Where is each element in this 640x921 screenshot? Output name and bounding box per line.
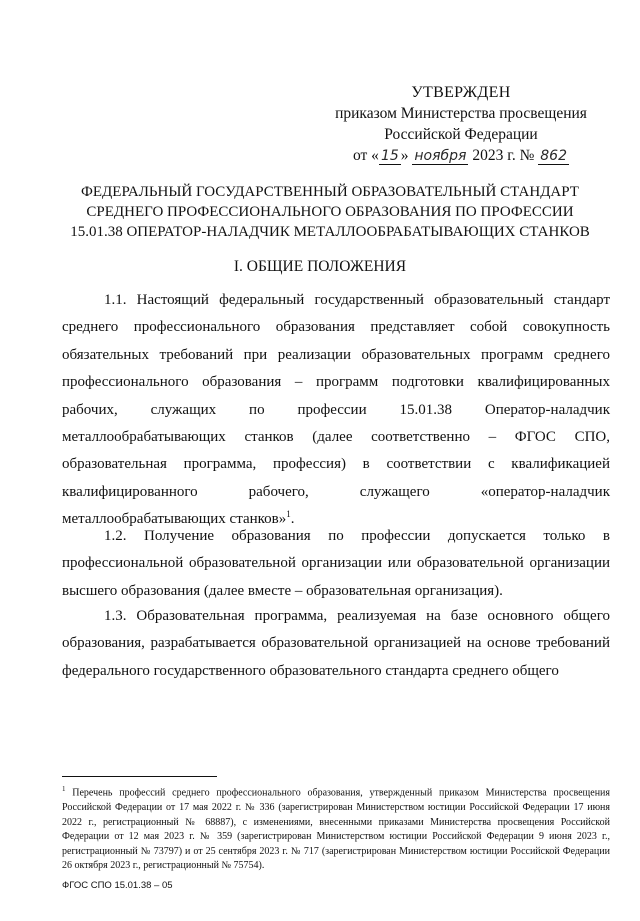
approval-title: УТВЕРЖДЕН xyxy=(411,84,511,101)
paragraph-1-1-text: 1.1. Настоящий федеральный государственный образовательный стандарт среднего профессионального образования представляет собой совокупность обязательных требований при реализации образовательных программ среднего профессионального образования – программ подготовки квалифицированных рабочих, служащих по профессии 15.01.38 Оператор-наладчик металлообрабатывающих станков (далее соответственно – ФГОС СПО, образовательная программа, профессия) в соответствии с квалификацией квалифицированного рабочего, служащего «оператор-наладчик металлообрабатывающих станков» xyxy=(62,292,610,528)
paragraph-1-2-text: 1.2. Получение образования по профессии допускается только в профессиональной образовательной организации или образовательной организации высшего образования (далее вместе – образовательная организация). xyxy=(62,528,610,599)
page-footer: ФГОС СПО 15.01.38 – 05 xyxy=(62,880,173,891)
approval-block xyxy=(330,82,592,167)
footnote-text: Перечень профессий среднего профессионального образования, утвержденный приказом Министерства просвещения Российской Федерации от 17 мая 2022 г. № 336 (зарегистрирован Министерством юстиции Российской Федерации 17 июня 2022 г., регистрационный № 68887), с изменениями, внесенными приказами Министерства просвещения Российской Федерации от 12 мая 2023 г. № 359 (зарегистрирован Министерством юстиции Российской Федерации 9 июня 2023 г., регистрационный № 73797) и от 25 сентября 2023 г. № 717 (зарегистрирован Министерством юстиции Российской Федерации 26 октября 2023 г., регистрационный № 75754). xyxy=(62,787,610,872)
date-prefix: от « xyxy=(352,147,379,164)
section-heading: I. ОБЩИЕ ПОЛОЖЕНИЯ xyxy=(233,258,407,275)
handwritten-month: ноября xyxy=(414,148,467,164)
paragraph-1-3 xyxy=(62,603,610,685)
standard-title-line3: 15.01.38 ОПЕРАТОР-НАЛАДЧИК МЕТАЛЛООБРАБАТЫВАЮЩИХ СТАНКОВ xyxy=(70,224,590,240)
standard-title-line2: СРЕДНЕГО ПРОФЕССИОНАЛЬНОГО ОБРАЗОВАНИЯ ПО ПРОФЕССИИ xyxy=(86,204,574,220)
paragraph-1-3-text: 1.3. Образовательная программа, реализуемая на базе основного общего образования, разрабатывается образовательной организацией на основе требований федерального государственного образовательного стандарта среднего общего xyxy=(62,608,610,679)
footnote-marker: 1 xyxy=(62,785,66,793)
paragraph-1-2 xyxy=(62,523,610,605)
date-mid2: 2023 г. № xyxy=(472,147,535,164)
paragraph-1-1-end: . xyxy=(290,511,295,528)
standard-title-line1: ФЕДЕРАЛЬНЫЙ ГОСУДАРСТВЕННЫЙ ОБРАЗОВАТЕЛЬНЫЙ СТАНДАРТ xyxy=(81,184,579,200)
footnote-divider xyxy=(62,776,217,777)
paragraph-1-1 xyxy=(62,287,610,534)
handwritten-number: 862 xyxy=(540,148,567,164)
approval-date-line xyxy=(330,145,592,167)
standard-title xyxy=(40,182,620,242)
date-mid1: » xyxy=(400,147,409,164)
footnote xyxy=(62,782,610,874)
footnote-ref-1[interactable]: 1 xyxy=(286,509,291,520)
approval-federation-line: Российской Федерации xyxy=(384,126,538,143)
approval-order-line: приказом Министерства просвещения xyxy=(335,105,587,122)
handwritten-day: 15 xyxy=(380,148,399,164)
